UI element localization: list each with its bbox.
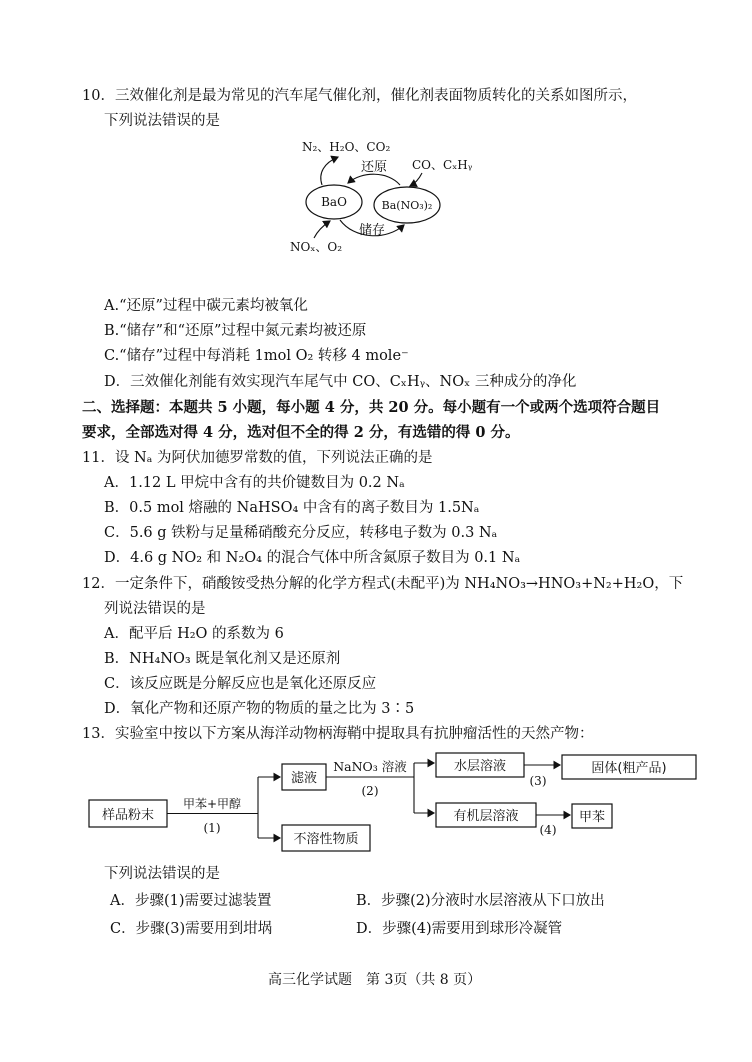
q11-stem: 11．设 Nₐ 为阿伏加德罗常数的值，下列说法正确的是 xyxy=(82,450,433,466)
flow-step2-label: (2) xyxy=(361,784,379,798)
q11-option-a: A．1.12 L 甲烷中含有的共价键数目为 0.2 Nₐ xyxy=(104,475,405,491)
q10-reaction-cycle-diagram xyxy=(290,135,490,265)
q10-option-c: C.“储存”过程中每消耗 1mol O₂ 转移 4 mole⁻ xyxy=(104,348,409,364)
flow-filtrate-label: 滤液 xyxy=(290,771,318,786)
flow-sample-box xyxy=(89,800,167,827)
flow-toluene-label: 甲苯 xyxy=(578,810,606,825)
flow-organic-box xyxy=(436,803,536,827)
q10-reactants-label: NOₓ、O₂ xyxy=(290,240,343,254)
q10-option-d: D．三效催化剂能有效实现汽车尾气中 CO、CₓHᵧ、NOₓ 三种成分的净化 xyxy=(104,374,577,390)
q10-bao-label: BaO xyxy=(321,195,347,209)
q10-stem-line2: 下列说法错误的是 xyxy=(104,113,220,129)
section2-instructions-line2: 要求，全部选对得 4 分，选对但不全的得 2 分，有选错的得 0 分。 xyxy=(82,424,520,441)
flow-aqueous-label: 水层溶液 xyxy=(453,759,507,774)
flow-solid-label: 固体(粗产品) xyxy=(591,761,667,776)
flow-insoluble-label: 不溶性物质 xyxy=(293,832,359,847)
flow-step4-label: (4) xyxy=(539,823,557,837)
flow-insoluble-box xyxy=(282,825,370,851)
flow-toluene-box xyxy=(572,804,612,828)
q12-stem-line2: 列说法错误的是 xyxy=(104,601,206,617)
flow-reagent1-label: 甲苯+甲醇 xyxy=(182,797,242,811)
q10-reductants-label: CO、CₓHᵧ xyxy=(412,158,473,172)
q12-option-d: D．氧化产物和还原产物的物质的量之比为 3∶5 xyxy=(104,701,415,717)
flow-step3-label: (3) xyxy=(529,774,547,788)
page-footer: 高三化学试题 第 3页（共 8 页） xyxy=(268,972,482,988)
flow-organic-label: 有机层溶液 xyxy=(453,809,519,824)
flow-sample-label: 样品粉末 xyxy=(101,808,155,823)
q13-stem: 13．实验室中按以下方案从海洋动物柄海鞘中提取具有抗肿瘤活性的天然产物： xyxy=(82,726,594,742)
q11-option-b: B．0.5 mol 熔融的 NaHSO₄ 中含有的离子数目为 1.5Nₐ xyxy=(104,500,480,516)
q13-extraction-flowchart xyxy=(88,752,704,854)
q10-products-arrow xyxy=(321,157,338,185)
q12-stem-line1: 12．一定条件下，硝酸铵受热分解的化学方程式(未配平)为 NH₄NO₃→HNO₃+N₂+H₂O，下 xyxy=(82,576,684,592)
q10-option-b: B.“储存”和“还原”过程中氮元素均被还原 xyxy=(104,323,367,339)
q10-reactants-arrow xyxy=(314,221,330,238)
flow-filtrate-box xyxy=(282,764,326,790)
q11-option-d: D．4.6 g NO₂ 和 N₂O₄ 的混合气体中所含氮原子数目为 0.1 Nₐ xyxy=(104,550,521,566)
q10-reduce-label: 还原 xyxy=(360,160,388,175)
section2-instructions-line1: 二、选择题：本题共 5 小题，每小题 4 分，共 20 分。每小题有一个或两个选项符合题目 xyxy=(82,399,661,416)
q12-option-b: B．NH₄NO₃ 既是氧化剂又是还原剂 xyxy=(104,651,341,667)
q10-ba-nitrate-label: Ba(NO₃)₂ xyxy=(381,199,433,212)
flow-solid-box xyxy=(562,755,696,779)
q10-products-label: N₂、H₂O、CO₂ xyxy=(302,140,391,154)
flow-aqueous-box xyxy=(436,753,524,777)
q10-reduce-arrow xyxy=(348,174,400,185)
q10-stem-line1: 10．三效催化剂是最为常见的汽车尾气催化剂，催化剂表面物质转化的关系如图所示， xyxy=(82,88,637,104)
q13-option-d: D．步骤(4)需要用到球形冷凝管 xyxy=(356,921,563,937)
q13-option-a: A．步骤(1)需要过滤装置 xyxy=(110,893,272,909)
flow-step1-label: (1) xyxy=(203,821,221,835)
q10-store-label: 储存 xyxy=(358,223,386,238)
q13-option-b: B．步骤(2)分液时水层溶液从下口放出 xyxy=(356,893,605,909)
q13-prompt: 下列说法错误的是 xyxy=(104,866,220,882)
q12-option-c: C．该反应既是分解反应也是氧化还原反应 xyxy=(104,676,377,692)
q10-reductants-arrow xyxy=(410,173,422,186)
q12-option-a: A．配平后 H₂O 的系数为 6 xyxy=(104,626,284,642)
q11-option-c: C．5.6 g 铁粉与足量稀硝酸充分反应，转移电子数为 0.3 Nₐ xyxy=(104,525,498,541)
flow-reagent2-label: NaNO₃ 溶液 xyxy=(333,759,407,774)
q13-option-c: C．步骤(3)需要用到坩埚 xyxy=(110,921,273,937)
q10-option-a: A.“还原”过程中碳元素均被氧化 xyxy=(104,298,308,314)
